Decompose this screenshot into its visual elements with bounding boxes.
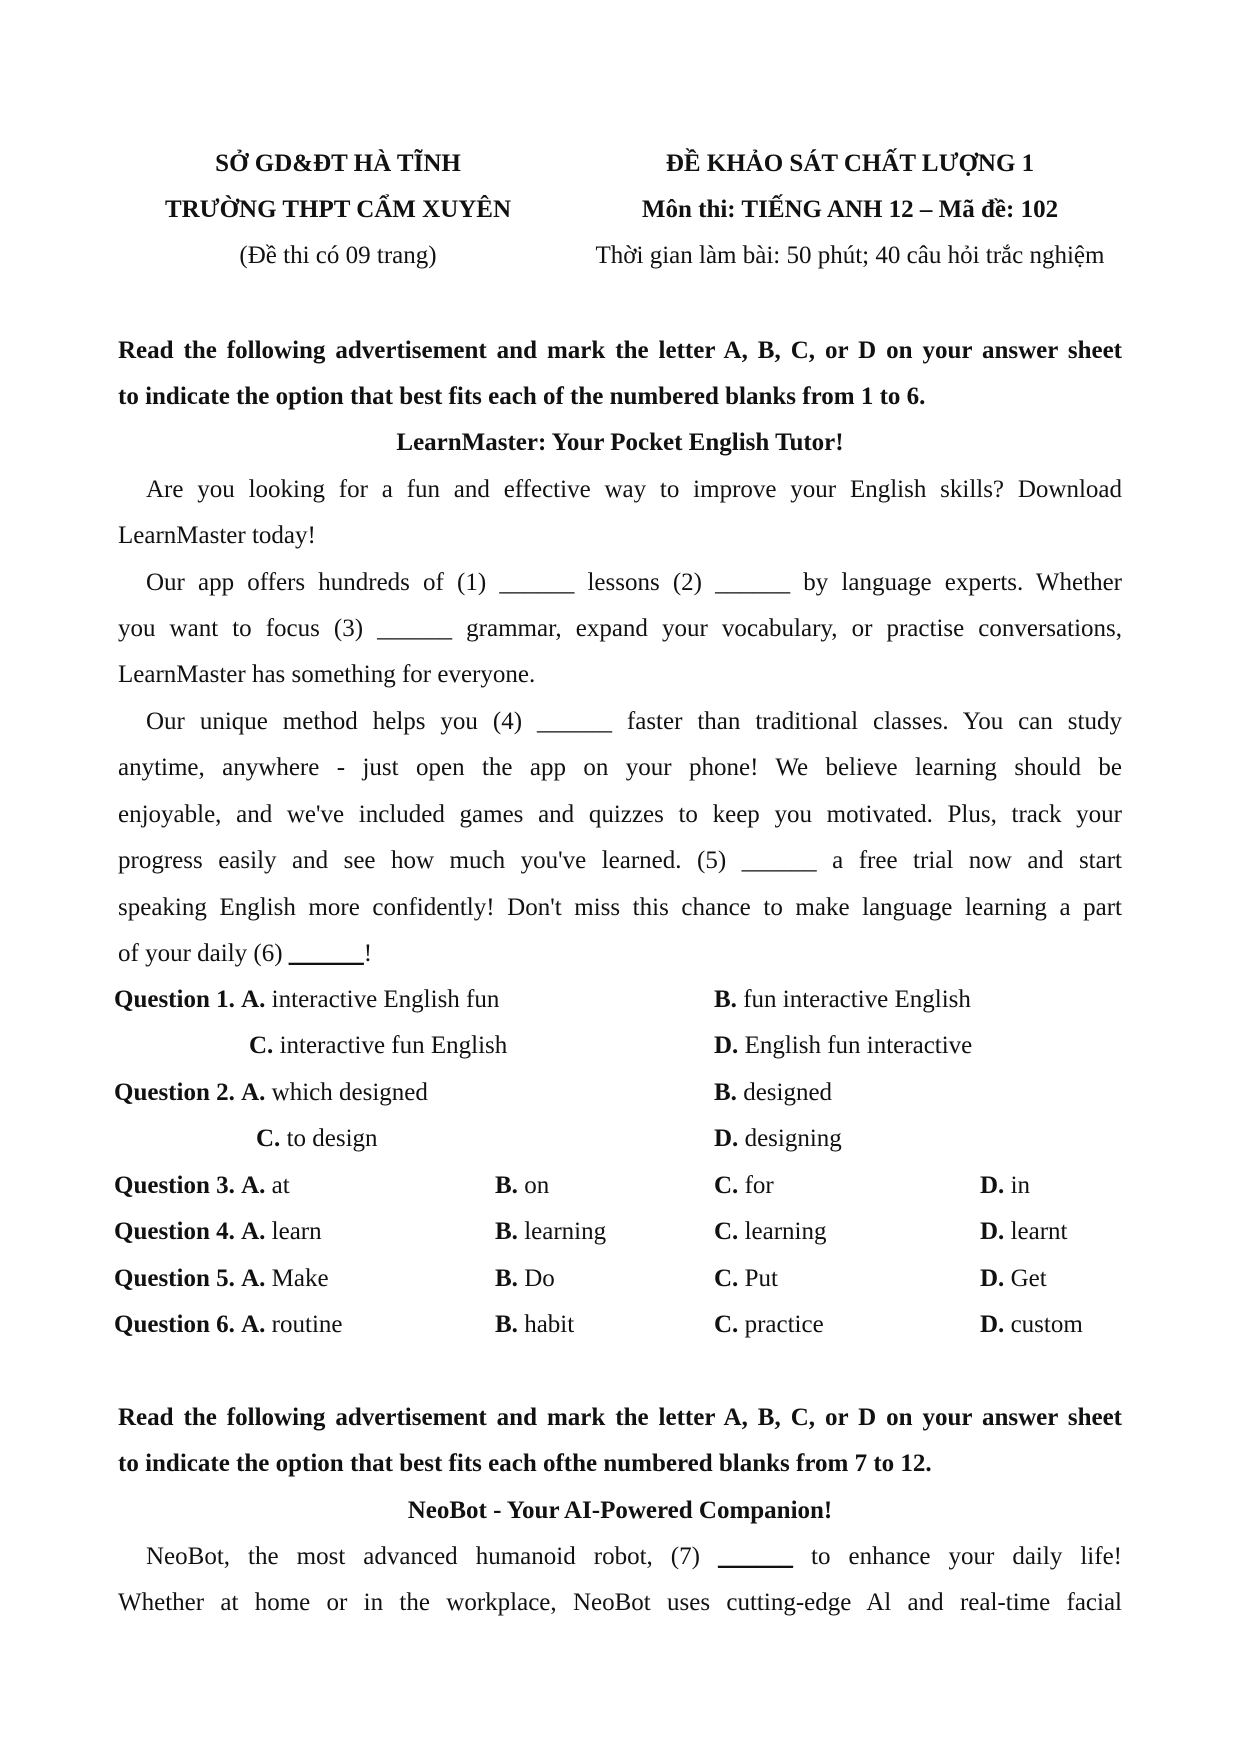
- passage1-last-text: of your daily (6): [118, 940, 289, 967]
- question-label-a: Question 5. A. Make: [114, 1265, 329, 1292]
- passage1-last-end: !: [363, 940, 373, 967]
- option-b: B. learning: [495, 1218, 607, 1245]
- passage1-line: you want to focus (3) ______ grammar, expand your vocabulary, or practise conversations,: [118, 615, 1122, 642]
- option-d: D. learnt: [980, 1218, 1068, 1245]
- passage2-line: Whether at home or in the workplace, NeoBot uses cutting-edge Al and real-time facial: [118, 1589, 1122, 1616]
- passage2-line1-text: NeoBot, the most advanced humanoid robot, (7): [146, 1543, 719, 1570]
- option-c: C. interactive fun English: [249, 1032, 508, 1059]
- passage1-line: progress easily and see how much you've learned. (5) ______ a free trial now and start: [118, 847, 1122, 874]
- dept-name: SỞ GD&ĐT HÀ TĨNH: [215, 150, 461, 177]
- question-row: [114, 1124, 1134, 1156]
- exam-title: ĐỀ KHẢO SÁT CHẤT LƯỢNG 1: [665, 150, 1035, 177]
- passage2-line: [146, 1542, 1122, 1572]
- blank-6: ______: [288, 940, 364, 967]
- option-d: D. custom: [980, 1311, 1083, 1338]
- option-c: C. to design: [256, 1125, 378, 1152]
- passage1-last-line: [118, 939, 1122, 969]
- question-row: [114, 1217, 1134, 1249]
- option-b: B. habit: [495, 1311, 575, 1338]
- question-label-a: Question 4. A. learn: [114, 1218, 322, 1245]
- passage1-line: Are you looking for a fun and effective way to improve your English skills? Download: [146, 476, 1122, 503]
- question-label-a: Question 2. A. which designed: [114, 1079, 428, 1106]
- question-row: [114, 1171, 1134, 1203]
- question-row: [114, 1078, 1134, 1110]
- blank-7: ______: [718, 1543, 794, 1570]
- question-row: [114, 1310, 1134, 1342]
- passage1-line: LearnMaster has something for everyone.: [118, 661, 536, 688]
- option-b: B. Do: [495, 1265, 555, 1292]
- section1-instruction-line1: Read the following advertisement and mark the letter A, B, C, or D on your answer sheet: [118, 337, 1122, 364]
- page-count-note: (Đề thi có 09 trang): [239, 242, 437, 269]
- option-d: D. English fun interactive: [714, 1032, 973, 1059]
- option-c: C. practice: [714, 1311, 824, 1338]
- option-c: C. for: [714, 1172, 774, 1199]
- option-b: B. designed: [714, 1079, 833, 1106]
- question-row: [114, 1264, 1134, 1296]
- option-d: D. Get: [980, 1265, 1047, 1292]
- question-row: [114, 1031, 1134, 1063]
- question-row: [114, 985, 1134, 1017]
- option-c: C. learning: [714, 1218, 827, 1245]
- section1-title: LearnMaster: Your Pocket English Tutor!: [396, 429, 844, 456]
- section2-title: NeoBot - Your AI-Powered Companion!: [407, 1497, 833, 1524]
- option-b: B. fun interactive English: [714, 986, 971, 1013]
- passage1-line: enjoyable, and we've included games and quizzes to keep you motivated. Plus, track your: [118, 801, 1122, 828]
- section2-instruction-line1: Read the following advertisement and mark the letter A, B, C, or D on your answer sheet: [118, 1404, 1122, 1431]
- question-label-a: Question 1. A. interactive English fun: [114, 986, 500, 1013]
- question-label-a: Question 6. A. routine: [114, 1311, 343, 1338]
- option-d: D. designing: [714, 1125, 842, 1152]
- passage2-line1-end: to enhance your daily life!: [793, 1543, 1122, 1570]
- option-d: D. in: [980, 1172, 1031, 1199]
- passage1-line: anytime, anywhere - just open the app on your phone! We believe learning should be: [118, 754, 1122, 781]
- passage1-line: Our unique method helps you (4) ______ faster than traditional classes. You can study: [146, 708, 1122, 735]
- question-label-a: Question 3. A. at: [114, 1172, 290, 1199]
- section2-instruction-line2: to indicate the option that best fits each ofthe numbered blanks from 7 to 12.: [118, 1450, 932, 1477]
- option-c: C. Put: [714, 1265, 778, 1292]
- passage1-line: LearnMaster today!: [118, 522, 316, 549]
- exam-duration: Thời gian làm bài: 50 phút; 40 câu hỏi trắc nghiệm: [595, 242, 1105, 269]
- section1-instruction-line2: to indicate the option that best fits each of the numbered blanks from 1 to 6.: [118, 383, 926, 410]
- exam-subject: Môn thi: TIẾNG ANH 12 – Mã đề: 102: [641, 196, 1059, 223]
- school-name: TRƯỜNG THPT CẨM XUYÊN: [164, 196, 512, 223]
- option-b: B. on: [495, 1172, 550, 1199]
- passage1-line: Our app offers hundreds of (1) ______ lessons (2) ______ by language experts. Whether: [146, 569, 1122, 596]
- passage1-line: speaking English more confidently! Don't miss this chance to make language learning a part: [118, 894, 1122, 921]
